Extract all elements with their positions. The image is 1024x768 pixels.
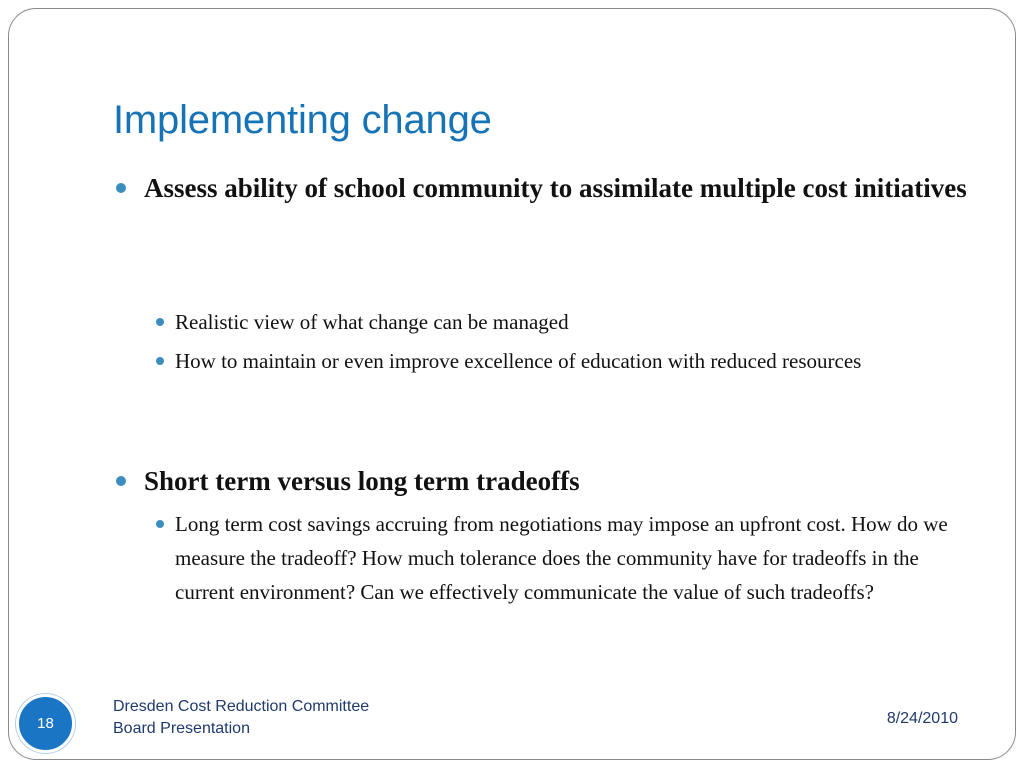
- bullet-dot-icon: [156, 520, 164, 528]
- bullet-level1: [144, 168, 984, 208]
- bullet-dot-icon: [156, 318, 164, 326]
- page-number-badge: 18: [16, 694, 75, 753]
- footer-line-2: Board Presentation: [113, 720, 250, 737]
- slide-title: Implementing change: [113, 98, 492, 142]
- bullet-level2: [175, 344, 955, 378]
- bullet-dot-icon: [116, 183, 126, 193]
- bullet-text: How to maintain or even improve excellence of education with reduced resources: [175, 349, 862, 373]
- bullet-level2: [175, 507, 965, 609]
- bullet-level2: [175, 305, 955, 339]
- footer-line-1: Dresden Cost Reduction Committee: [113, 698, 370, 715]
- bullet-dot-icon: [156, 357, 164, 365]
- bullet-text: Long term cost savings accruing from negotiations may impose an upfront cost. How do we measure the tradeoff? How much tolerance does the community have for tradeoffs in the current environment? Can we effectively communicate the value of such tradeoffs?: [175, 512, 948, 604]
- bullet-text: Short term versus long term tradeoffs: [144, 466, 580, 496]
- footer-presentation-info: [113, 696, 369, 740]
- bullet-text: Realistic view of what change can be managed: [175, 310, 569, 334]
- footer-date: 8/24/2010: [886, 710, 958, 727]
- bullet-level1: [144, 461, 984, 501]
- bullet-dot-icon: [116, 476, 126, 486]
- bullet-text: Assess ability of school community to assimilate multiple cost initiatives: [144, 173, 967, 203]
